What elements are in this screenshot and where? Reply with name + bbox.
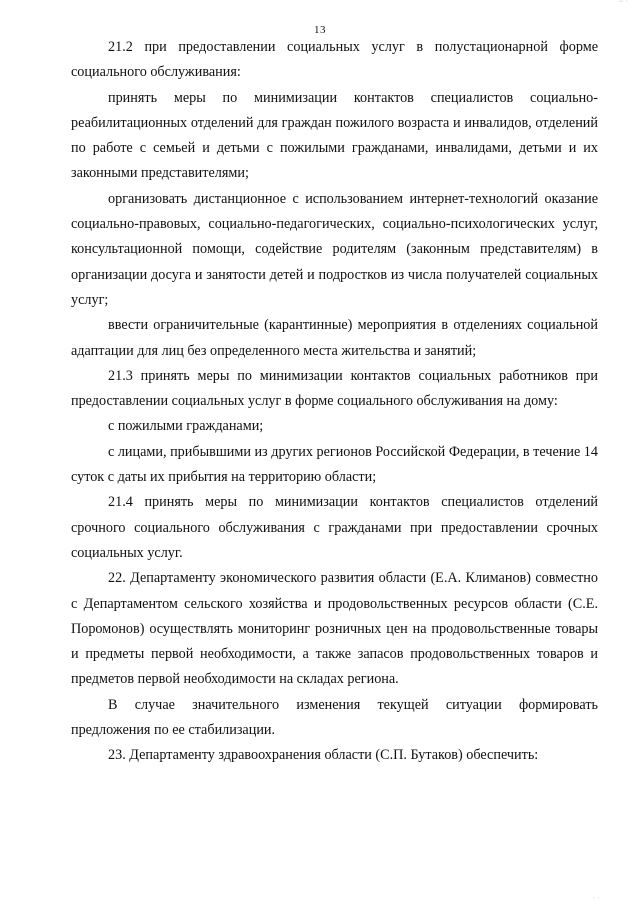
paragraph-21-2: 21.2 при предоставлении социальных услуг в полустационарной форме социального обслуживания: [71, 39, 598, 81]
paragraph-rehab-contacts: принять меры по минимизации контактов специалистов социально-реабилитационных отделений для граждан пожилого возраста и инвалидов, отделений по работе с семьей и детьми с пожилыми гражданами, инвалидами, детьми и их законными представителями; [71, 89, 598, 182]
paragraph-elderly: с пожилыми гражданами; [108, 418, 264, 435]
corner-scan-mark: ~ · [619, 0, 628, 6]
page-number: 13 [314, 24, 326, 36]
paragraph-21-3: 21.3 принять меры по минимизации контактов социальных работников при предоставлении социальных услуг в форме социального обслуживания на дому: [71, 367, 598, 410]
paragraph-22: 22. Департаменту экономического развития области (Е.А. Климанов) совместно с Департаментом сельского хозяйства и продовольственных ресурсов области (С.Е. Поромонов) осуществлять мониторинг розничных цен на продовольственные товары и предметы первой необходимости, а также запасов продовольственных товаров и предметов первой необходимости на складах региона. [71, 570, 598, 688]
document-body [71, 35, 598, 769]
paragraph-23: 23. Департаменту здравоохранения области (С.П. Бутаков) обеспечить: [108, 747, 539, 764]
paragraph-stabilization: В случае значительного изменения текущей ситуации формировать предложения по ее стабилизации. [71, 696, 598, 739]
paragraph-21-4: 21.4 принять меры по минимизации контактов специалистов отделений срочного социального обслуживания с гражданами при предоставлении срочных социальных услуг. [71, 494, 598, 561]
paragraph-quarantine-measures: ввести ограничительные (карантинные) мероприятия в отделениях социальной адаптации для лиц без определенного места жительства и занятий; [71, 317, 598, 359]
corner-scan-mark: · · [592, 894, 600, 903]
paragraph-arrivals: с лицами, прибывшими из других регионов Российской Федерации, в течение 14 суток с даты их прибытия на территорию области; [71, 443, 598, 486]
paragraph-remote-services: организовать дистанционное с использованием интернет-технологий оказание социально-правовых, социально-педагогических, социально-психологических услуг, консультационной помощи, содействие родителям (законным представителям) в организации досуга и занятости детей и подростков из числа получателей социальных услуг; [71, 190, 598, 308]
